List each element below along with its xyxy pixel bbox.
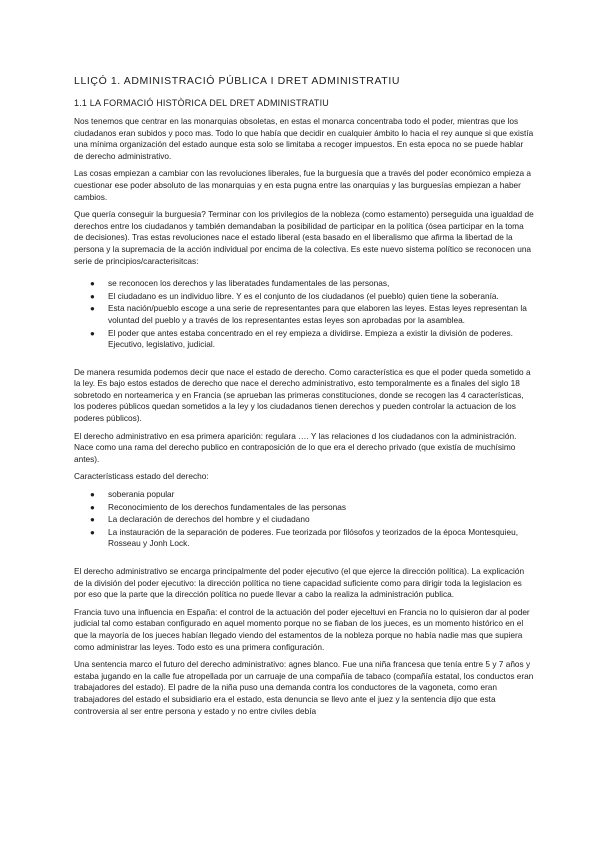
paragraph-rule-of-law: De manera resumida podemos decir que nace el estado de derecho. Como característica es que el poder queda sometido a la ley. Es bajo estos estados de derecho que nace el derecho administrativo, esto temporalmente es a finales del siglo 18 sobretodo en norteamerica y en Francia (se aprueban las primeras constituciones, donde se recogen las 4 características, los poderes públicos quedan sometidos a la ley y los ciudadanos tienen derechos y pueden controlar la actuacion de los poderes públicos). (74, 366, 531, 424)
bullet-icon: ● (90, 515, 95, 525)
paragraph-characteristics-intro: Característicass estado del derecho: (74, 471, 209, 482)
paragraph-france-influence: Francia tuvo una influencia en España: el control de la actuación del poder ejeceltuvi en Francia no lo quisieron dar al poder judicial tal como estaban configurado en aquel momento porque no se fiaban de los jueces, es un momento histórico en el que la mayoría de los jueces habían llegado viendo del estamentos de la nobleza porque no había nadie mas que supiera como administrar las leyes. Todo esto es una primera configuración. (74, 606, 530, 652)
characteristics-list (74, 489, 534, 550)
list-item: ● El ciudadano es un individuo libre. Y es el conjunto de los ciudadanos (el pueblo) quien tiene la soberanía. (90, 290, 499, 301)
list-item: ● soberania popular (90, 489, 175, 500)
bullet-icon: ● (90, 279, 95, 289)
paragraph-liberal-revolutions: Las cosas empiezan a cambiar con las revoluciones liberales, fue la burguesía que a través del poder económico empieza a cuestionar ese poder absoluto de las monarquias y en esta pugna entre las onarquias y las burguesías empiezan a haber cambios. (74, 168, 532, 202)
list-item: ● La instauración de la separación de poderes. Fue teorizada por filósofos y teorizados de la época Montesquieu, Rosseau y Jonh Lock. (90, 526, 519, 549)
list-item: ● El poder que antes estaba concentrado en el rey empieza a dividirse. Empieza a existir la división de poderes. Ejecutivo, legislativo, judicial. (90, 327, 513, 350)
principles-list (74, 278, 534, 351)
bullet-icon: ● (90, 502, 95, 512)
paragraph-bourgeoisie: Que quería conseguir la burguesia? Terminar con los privilegios de la nobleza (como estamento) perseguida una igualdad de derechos entre los ciudadanos y también demandaban la posibilidad de participar en la política (ósea participar en la toma de decisiones). Tras estas revoluciones nace el estado liberal (esta basado en el liberalismo que afirma la libertad de la persona y la supremacia de la acción individual por encima de la colectiva. Es este nuevo sistema político se reconocen una serie de principios/caracterisitcas: (74, 209, 534, 266)
list-item: ● Reconocimiento de los derechos fundamentales de las personas (90, 501, 346, 512)
paragraph-agnes-blanco: Una sentencia marco el futuro del derecho administrativo: agnes blanco. Fue una niña francesa que tenía entre 5 y 7 años y estaba jugando en la calle fue atropellada por un carruaje de una compañía de tabaco (compañía estatal, los conductos eran trabajadores del estado). El padre de la niña puso una demanda contra los conductores de la vagoneta, como eran trabajadores del estado el subsidiario era el estado, esta denuncia se llevo ante el juez y la sentencia dijo que esta controversia al ser entre persona y estado y no entre civiles debía (74, 659, 534, 716)
bullet-icon: ● (90, 291, 95, 301)
paragraph-monarchies: Nos tenemos que centrar en las monarquias obsoletas, en estas el monarca concentraba todo el poder, mientras que los ciudadanos eran subidos y poco mas. Todo lo que había que decidir en cualquier ámbito lo hacia el rey aunque si que existía una mínima organización del estado aunque esta solo se limitaba a recoger impuestos. En esta epoca no se puede hablar de derecho administrativo. (74, 116, 534, 161)
section-heading: 1.1 LA FORMACIÓ HISTÒRICA DEL DRET ADMINISTRATIU (74, 98, 329, 108)
bullet-icon: ● (90, 328, 95, 338)
bullet-icon: ● (90, 304, 95, 314)
list-item: ● Esta nación/pueblo escoge a una serie de representantes para que elaboren las leyes. Estas leyes representan la voluntad del pueblo y a través de los representantes estas leyes son aprobadas por la asamblea. (90, 303, 527, 325)
bullet-icon: ● (90, 527, 95, 537)
paragraph-first-appearance: El derecho administrativo en esa primera aparición: regulara …. Y las relaciones d los ciudadanos con la administración. Nace como una rama del derecho publico en contraposición de lo que era el derecho privado (que existía de muchísimo antes). (74, 430, 517, 464)
lesson-heading: LLIÇÓ 1. ADMINISTRACIÓ PÚBLICA I DRET ADMINISTRATIU (74, 75, 401, 87)
list-item: ● se reconocen los derechos y las liberatades fundamentales de las personas, (90, 278, 390, 289)
bullet-icon: ● (90, 490, 95, 500)
list-item: ● La declaración de derechos del hombre y el ciudadano (90, 514, 310, 525)
paragraph-executive-power: El derecho administrativo se encarga principalmente del poder ejecutivo (el que ejerce la dirección política). La explicación de la división del poder ejecutivo: la dirección política no tiene capacidad suficiente como para dirigir toda la legislacion es por eso que la parte que la dirección política no puede llevar a cabo la realiza la administración publica. (74, 566, 525, 600)
